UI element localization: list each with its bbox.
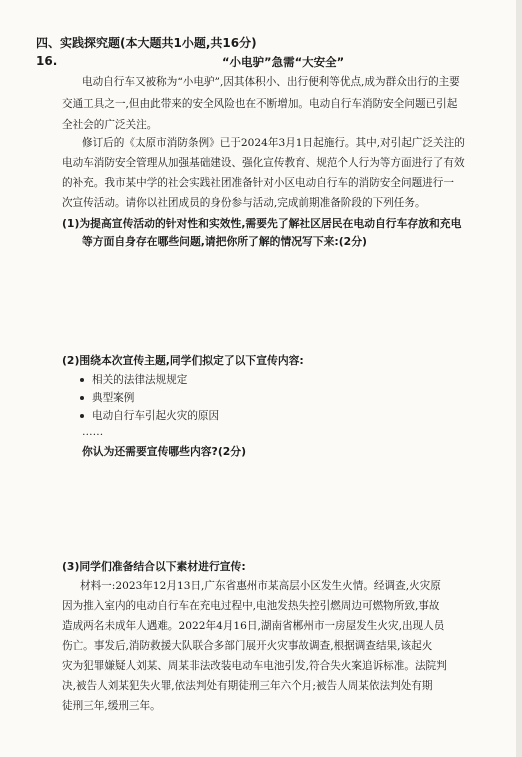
bullet-icon — [80, 378, 84, 382]
bullet-text: 典型案例 — [92, 392, 135, 404]
q2-question: 你认为还需要宣传哪些内容?(2分) — [82, 445, 247, 458]
bullet-text: 电动自行车引起火灾的原因 — [92, 410, 220, 422]
question-title: “小电驴”急需“大安全” — [222, 55, 345, 69]
q3-material-line: 造成两名未成年人遇难。2022年4月16日,湖南省郴州市一房屋发生火灾,出现人员 — [62, 620, 445, 632]
intro-line: 次宣传活动。请你以社团成员的身份参与活动,完成前期准备阶段的下列任务。 — [62, 197, 426, 209]
intro-line: 的补充。我市某中学的社会实践社团准备针对小区电动自行车的消防安全问题进行一 — [62, 177, 454, 189]
q3-material-line: 伤亡。事发后,消防救援大队联合多部门展开火灾事故调查,根据调查结果,该起火 — [62, 640, 433, 652]
q3-material-line: 因为推入室内的电动自行车在充电过程中,电池发热失控引燃周边可燃物所致,事故 — [62, 600, 440, 612]
q2-ellipsis: …… — [82, 426, 104, 438]
section-heading: 四、实践探究题(本大题共1小题,共16分) — [36, 36, 257, 50]
q2-answer-area[interactable] — [62, 464, 492, 550]
q3-material-line: 灾为犯罪嫌疑人刘某、周某非法改装电动车电池引发,符合失火案追诉标准。法院判 — [62, 660, 447, 672]
q1-line: (1)为提高宣传活动的针对性和实效性,需要先了解社区居民在电动自行车存放和充电 — [62, 217, 462, 230]
q2-bullet — [80, 373, 187, 387]
bullet-text: 相关的法律法规规定 — [92, 374, 188, 386]
intro-line: 电动自行车又被称为“小电驴”,因其体积小、出行便利等优点,成为群众出行的主要 — [82, 76, 460, 88]
question-number: 16. — [36, 54, 58, 68]
q2-bullet — [80, 391, 134, 405]
q2-bullet — [80, 409, 219, 423]
bullet-icon — [80, 414, 84, 418]
page-edge-shadow — [516, 0, 522, 757]
intro-line: 全社会的广泛关注。 — [62, 119, 158, 131]
bullet-icon — [80, 396, 84, 400]
q1-line: 等方面自身存在哪些问题,请把你所了解的情况写下来:(2分) — [82, 235, 367, 248]
intro-line: 交通工具之一,但由此带来的安全风险也在不断增加。电动自行车消防安全问题已引起 — [62, 98, 458, 110]
intro-line: 电动车消防安全管理从加强基础建设、强化宣传教育、规范个人行为等方面进行了有效 — [62, 157, 465, 169]
q3-material-line: 徒刑三年,缓刑三年。 — [62, 700, 161, 712]
q3-lead: (3)同学们准备结合以下素材进行宣传: — [62, 560, 246, 573]
q3-material-line: 材料一:2023年12月13日,广东省惠州市某高层小区发生火情。经调查,火灾原 — [80, 580, 441, 592]
q2-lead: (2)围绕本次宣传主题,同学们拟定了以下宣传内容: — [62, 354, 304, 367]
q1-answer-area[interactable] — [62, 254, 492, 350]
intro-line: 修订后的《太原市消防条例》已于2024年3月1日起施行。其中,对引起广泛关注的 — [82, 137, 465, 149]
q3-material-line: 决,被告人刘某犯失火罪,依法判处有期徒刑三年六个月;被告人周某依法判处有期 — [62, 680, 433, 692]
